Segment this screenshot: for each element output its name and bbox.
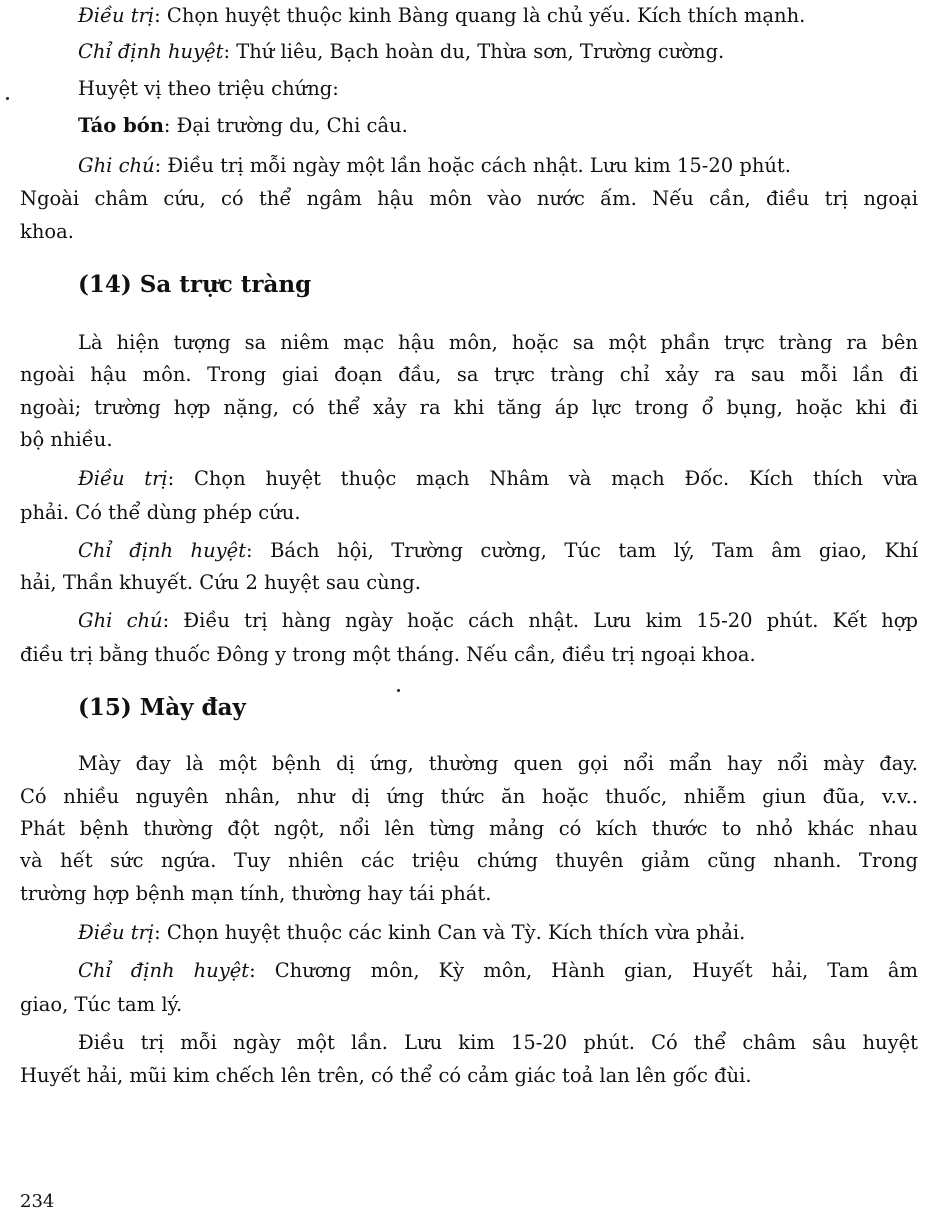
note-text: : Điều trị hàng ngày hoặc cách nhật. Lưu kim 15-20 phút. Kết hợp [162, 609, 918, 632]
paragraph-line: và hết sức ngứa. Tuy nhiên các triệu chứng thuyên giảm cũng nhanh. Trong [20, 849, 918, 872]
section-heading-15: (15) Mày đay [78, 694, 246, 721]
note-line-1 [78, 609, 918, 633]
note-line-1 [78, 154, 918, 178]
paragraph-line: Phát bệnh thường đột ngột, nổi lên từng mảng có kích thước to nhỏ khác nhau [20, 817, 918, 840]
treatment-line [78, 467, 918, 491]
treatment-label: Điều trị [78, 921, 155, 944]
treatment-line [78, 921, 918, 945]
points-text: : Thứ liêu, Bạch hoàn du, Thừa sơn, Trường cường. [223, 40, 725, 63]
paragraph-line: Có nhiều nguyên nhân, như dị ứng thức ăn hoặc thuốc, nhiễm giun đũa, v.v.. [20, 785, 918, 808]
scan-speck [397, 689, 400, 692]
closing-line-2: Huyết hải, mũi kim chếch lên trên, có thể có cảm giác toả lan lên gốc đùi. [20, 1064, 752, 1087]
constipation-text: : Đại trường du, Chi câu. [163, 114, 408, 137]
closing-line-1: Điều trị mỗi ngày một lần. Lưu kim 15-20 phút. Có thể châm sâu huyệt [78, 1031, 918, 1054]
note-label: Ghi chú [78, 609, 163, 632]
paragraph-line: bộ nhiều. [20, 428, 113, 451]
note-label: Ghi chú [78, 154, 155, 177]
paragraph-line: Mày đay là một bệnh dị ứng, thường quen gọi nổi mẩn hay nổi mày đay. [78, 752, 918, 775]
points-text: : Bách hội, Trường cường, Túc tam lý, Tam âm giao, Khí [246, 539, 918, 562]
treatment-label: Điều trị [78, 467, 168, 490]
note-line-2: điều trị bằng thuốc Đông y trong một tháng. Nếu cần, điều trị ngoại khoa. [20, 643, 756, 666]
constipation-label: Táo bón [78, 114, 164, 137]
paragraph-line: Là hiện tượng sa niêm mạc hậu môn, hoặc sa một phần trực tràng ra bên [78, 331, 918, 354]
scan-speck [6, 97, 9, 100]
paragraph-line: trường hợp bệnh mạn tính, thường hay tái phát. [20, 882, 492, 905]
page-number: 234 [20, 1191, 55, 1212]
treatment-line [78, 4, 918, 28]
points-line-2: giao, Túc tam lý. [20, 993, 183, 1016]
paragraph-line: ngoài; trường hợp nặng, có thể xảy ra khi tăng áp lực trong ổ bụng, hoặc khi đi [20, 396, 918, 419]
treatment-label: Điều trị [78, 4, 155, 27]
note-line-3: khoa. [20, 220, 74, 243]
constipation-line [78, 114, 918, 138]
note-text: : Điều trị mỗi ngày một lần hoặc cách nhật. Lưu kim 15-20 phút. [154, 154, 791, 177]
points-text: : Chương môn, Kỳ môn, Hành gian, Huyết hải, Tam âm [249, 959, 918, 982]
treatment-line-2: phải. Có thể dùng phép cứu. [20, 501, 301, 524]
points-line [78, 959, 918, 983]
points-label: Chỉ định huyệt [78, 40, 224, 63]
paragraph-line: ngoài hậu môn. Trong giai đoạn đầu, sa trực tràng chỉ xảy ra sau mỗi lần đi [20, 363, 918, 386]
treatment-text: : Chọn huyệt thuộc kinh Bàng quang là chủ yếu. Kích thích mạnh. [154, 4, 806, 27]
section-heading-14: (14) Sa trực tràng [78, 271, 312, 298]
points-line [78, 40, 918, 64]
treatment-text: : Chọn huyệt thuộc các kinh Can và Tỳ. Kích thích vừa phải. [154, 921, 746, 944]
points-label: Chỉ định huyệt [78, 539, 247, 562]
note-line-2: Ngoài châm cứu, có thể ngâm hậu môn vào nước ấm. Nếu cần, điều trị ngoại [20, 187, 918, 210]
points-line-2: hải, Thần khuyết. Cứu 2 huyệt sau cùng. [20, 571, 421, 594]
treatment-text: : Chọn huyệt thuộc mạch Nhâm và mạch Đốc. Kích thích vừa [167, 467, 919, 490]
points-line [78, 539, 918, 563]
points-label: Chỉ định huyệt [78, 959, 250, 982]
symptom-points-title: Huyệt vị theo triệu chứng: [78, 77, 339, 100]
